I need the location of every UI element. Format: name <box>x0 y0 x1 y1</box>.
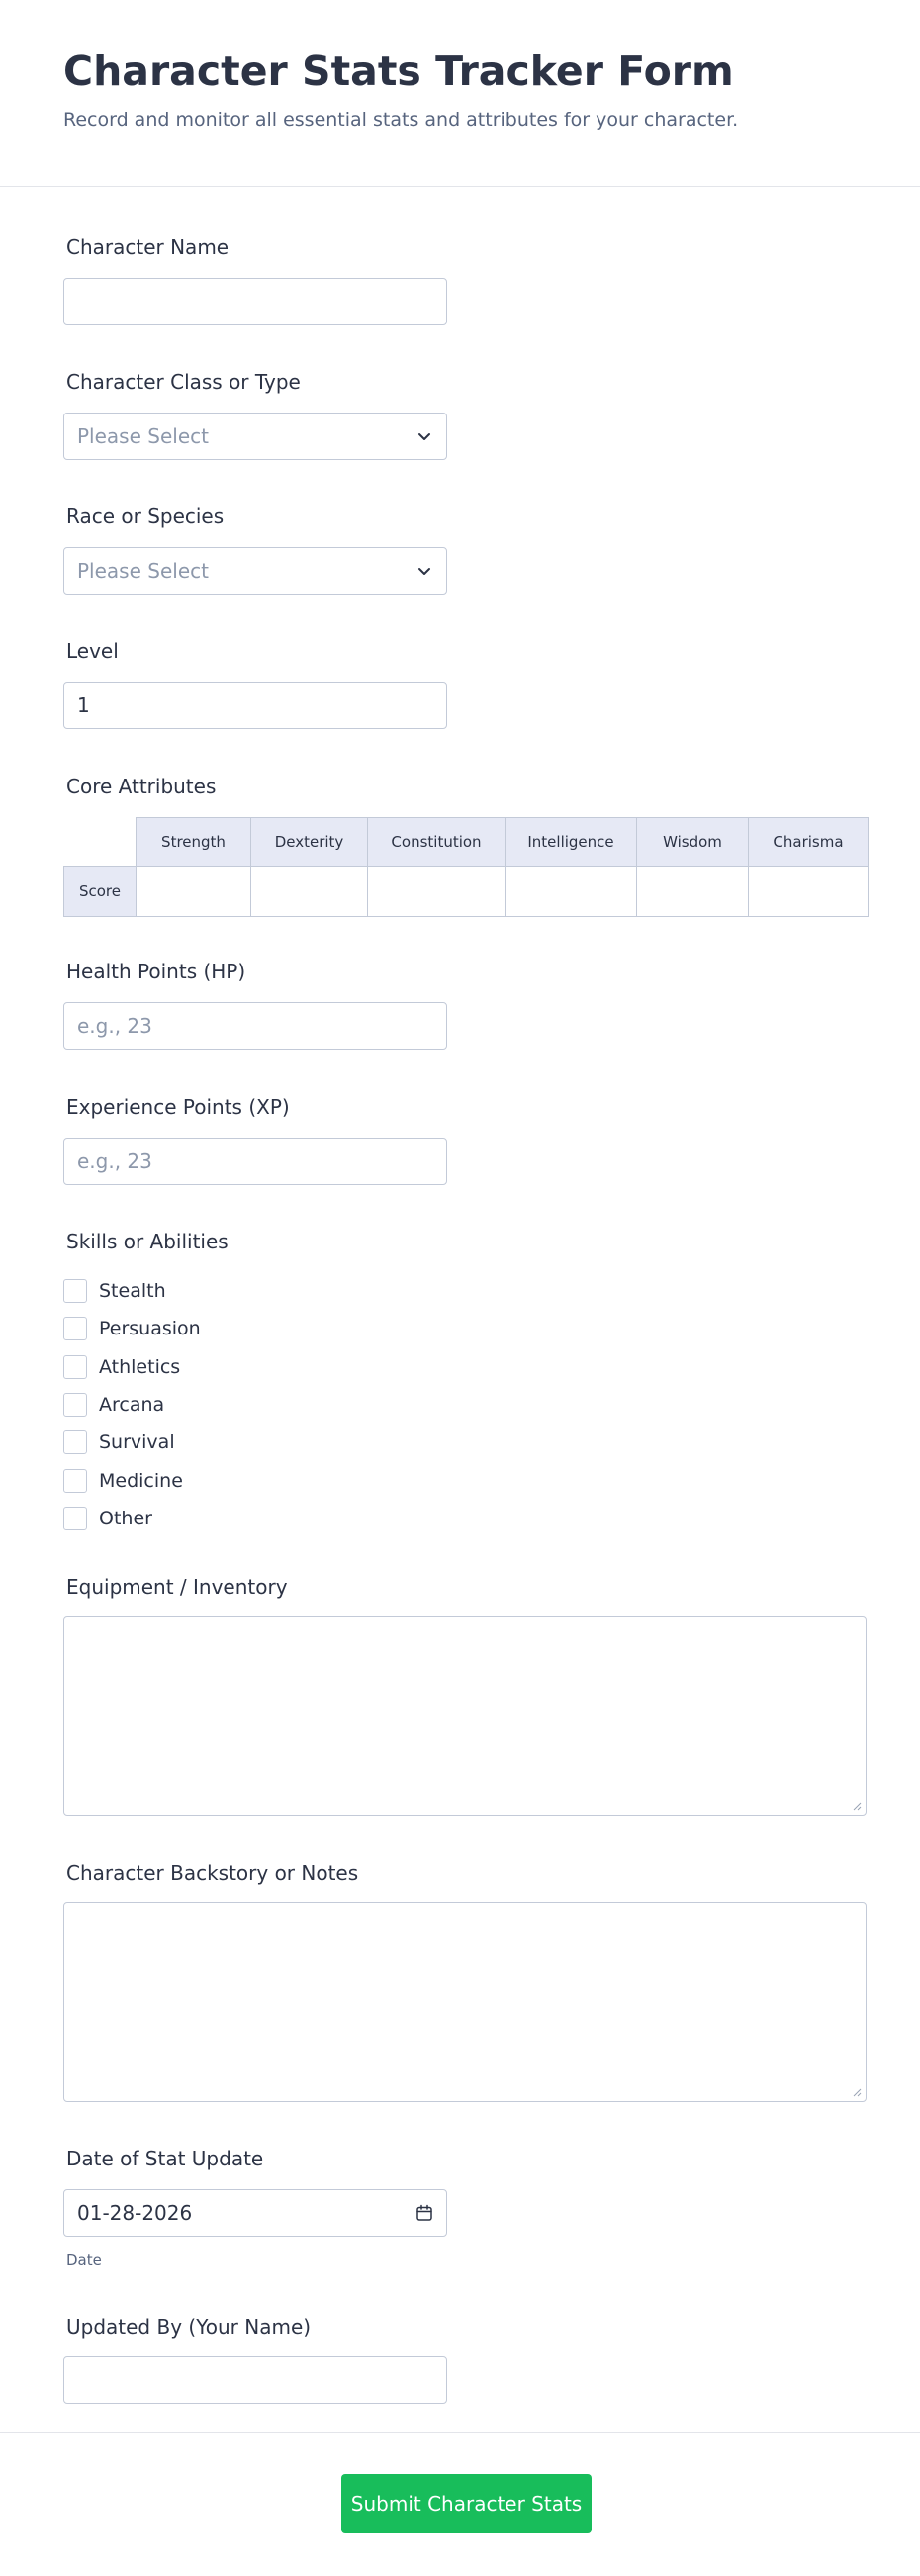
chevron-down-icon <box>415 562 433 580</box>
intelligence-score-cell[interactable] <box>506 867 637 917</box>
checkbox[interactable] <box>63 1393 87 1417</box>
resize-handle-icon[interactable] <box>852 1801 862 1811</box>
skill-option-arcana[interactable] <box>63 1386 201 1424</box>
character-class-label: Character Class or Type <box>66 370 301 394</box>
skill-option-athletics[interactable] <box>63 1348 201 1386</box>
matrix-corner <box>64 818 137 867</box>
checkbox[interactable] <box>63 1279 87 1303</box>
hp-input[interactable] <box>63 1002 447 1050</box>
matrix-column-header: Strength <box>137 818 251 867</box>
race-label: Race or Species <box>66 505 225 528</box>
character-name-input[interactable] <box>63 278 447 325</box>
checkbox-label: Survival <box>99 1431 175 1454</box>
backstory-label: Character Backstory or Notes <box>66 1861 359 1885</box>
hp-label: Health Points (HP) <box>66 960 246 983</box>
strength-score-cell[interactable] <box>137 867 251 917</box>
skills-checkbox-group <box>63 1272 201 1537</box>
checkbox-label: Other <box>99 1507 152 1529</box>
skills-label: Skills or Abilities <box>66 1230 229 1253</box>
race-placeholder: Please Select <box>77 559 209 583</box>
date-value: 01-28-2026 <box>77 2201 193 2225</box>
dexterity-score-cell[interactable] <box>251 867 368 917</box>
matrix-column-header: Intelligence <box>506 818 637 867</box>
charisma-score-cell[interactable] <box>749 867 869 917</box>
skill-option-persuasion[interactable] <box>63 1310 201 1347</box>
updated-by-label: Updated By (Your Name) <box>66 2315 312 2339</box>
skill-option-stealth[interactable] <box>63 1272 201 1310</box>
xp-label: Experience Points (XP) <box>66 1095 290 1119</box>
level-label: Level <box>66 639 119 663</box>
character-class-placeholder: Please Select <box>77 424 209 448</box>
checkbox-label: Athletics <box>99 1355 181 1378</box>
matrix-column-header: Wisdom <box>637 818 749 867</box>
level-input[interactable] <box>63 682 447 729</box>
matrix-row <box>64 867 869 917</box>
core-attributes-label: Core Attributes <box>66 775 217 798</box>
form-footer <box>0 2432 920 2576</box>
updated-by-input[interactable] <box>63 2356 447 2404</box>
wisdom-score-cell[interactable] <box>637 867 749 917</box>
constitution-score-cell[interactable] <box>368 867 506 917</box>
matrix-column-header: Charisma <box>749 818 869 867</box>
checkbox[interactable] <box>63 1469 87 1493</box>
race-select[interactable] <box>63 547 447 595</box>
checkbox-label: Stealth <box>99 1280 166 1303</box>
matrix-column-header: Constitution <box>368 818 506 867</box>
equipment-label: Equipment / Inventory <box>66 1575 288 1599</box>
date-input[interactable] <box>63 2189 447 2237</box>
date-sublabel: Date <box>66 2252 102 2269</box>
xp-input[interactable] <box>63 1138 447 1185</box>
date-label: Date of Stat Update <box>66 2147 264 2170</box>
backstory-textarea[interactable] <box>63 1902 867 2102</box>
form-title: Character Stats Tracker Form <box>63 47 734 95</box>
checkbox[interactable] <box>63 1507 87 1530</box>
checkbox-label: Medicine <box>99 1469 183 1492</box>
checkbox-label: Persuasion <box>99 1318 201 1340</box>
character-name-label: Character Name <box>66 235 230 259</box>
form-header <box>0 0 920 187</box>
core-attributes-matrix <box>63 817 869 917</box>
chevron-down-icon <box>415 427 433 445</box>
checkbox[interactable] <box>63 1317 87 1340</box>
skill-option-medicine[interactable] <box>63 1461 201 1499</box>
skill-option-survival[interactable] <box>63 1424 201 1461</box>
resize-handle-icon[interactable] <box>852 2087 862 2097</box>
character-class-select[interactable] <box>63 413 447 460</box>
equipment-textarea[interactable] <box>63 1616 867 1816</box>
checkbox[interactable] <box>63 1430 87 1454</box>
form-subtitle: Record and monitor all essential stats and attributes for your character. <box>63 109 739 131</box>
matrix-row-header: Score <box>64 867 137 917</box>
skill-option-other[interactable] <box>63 1500 201 1537</box>
calendar-icon[interactable] <box>415 2204 433 2222</box>
submit-button[interactable]: Submit Character Stats <box>341 2474 592 2533</box>
checkbox[interactable] <box>63 1355 87 1379</box>
checkbox-label: Arcana <box>99 1394 165 1417</box>
matrix-column-header: Dexterity <box>251 818 368 867</box>
